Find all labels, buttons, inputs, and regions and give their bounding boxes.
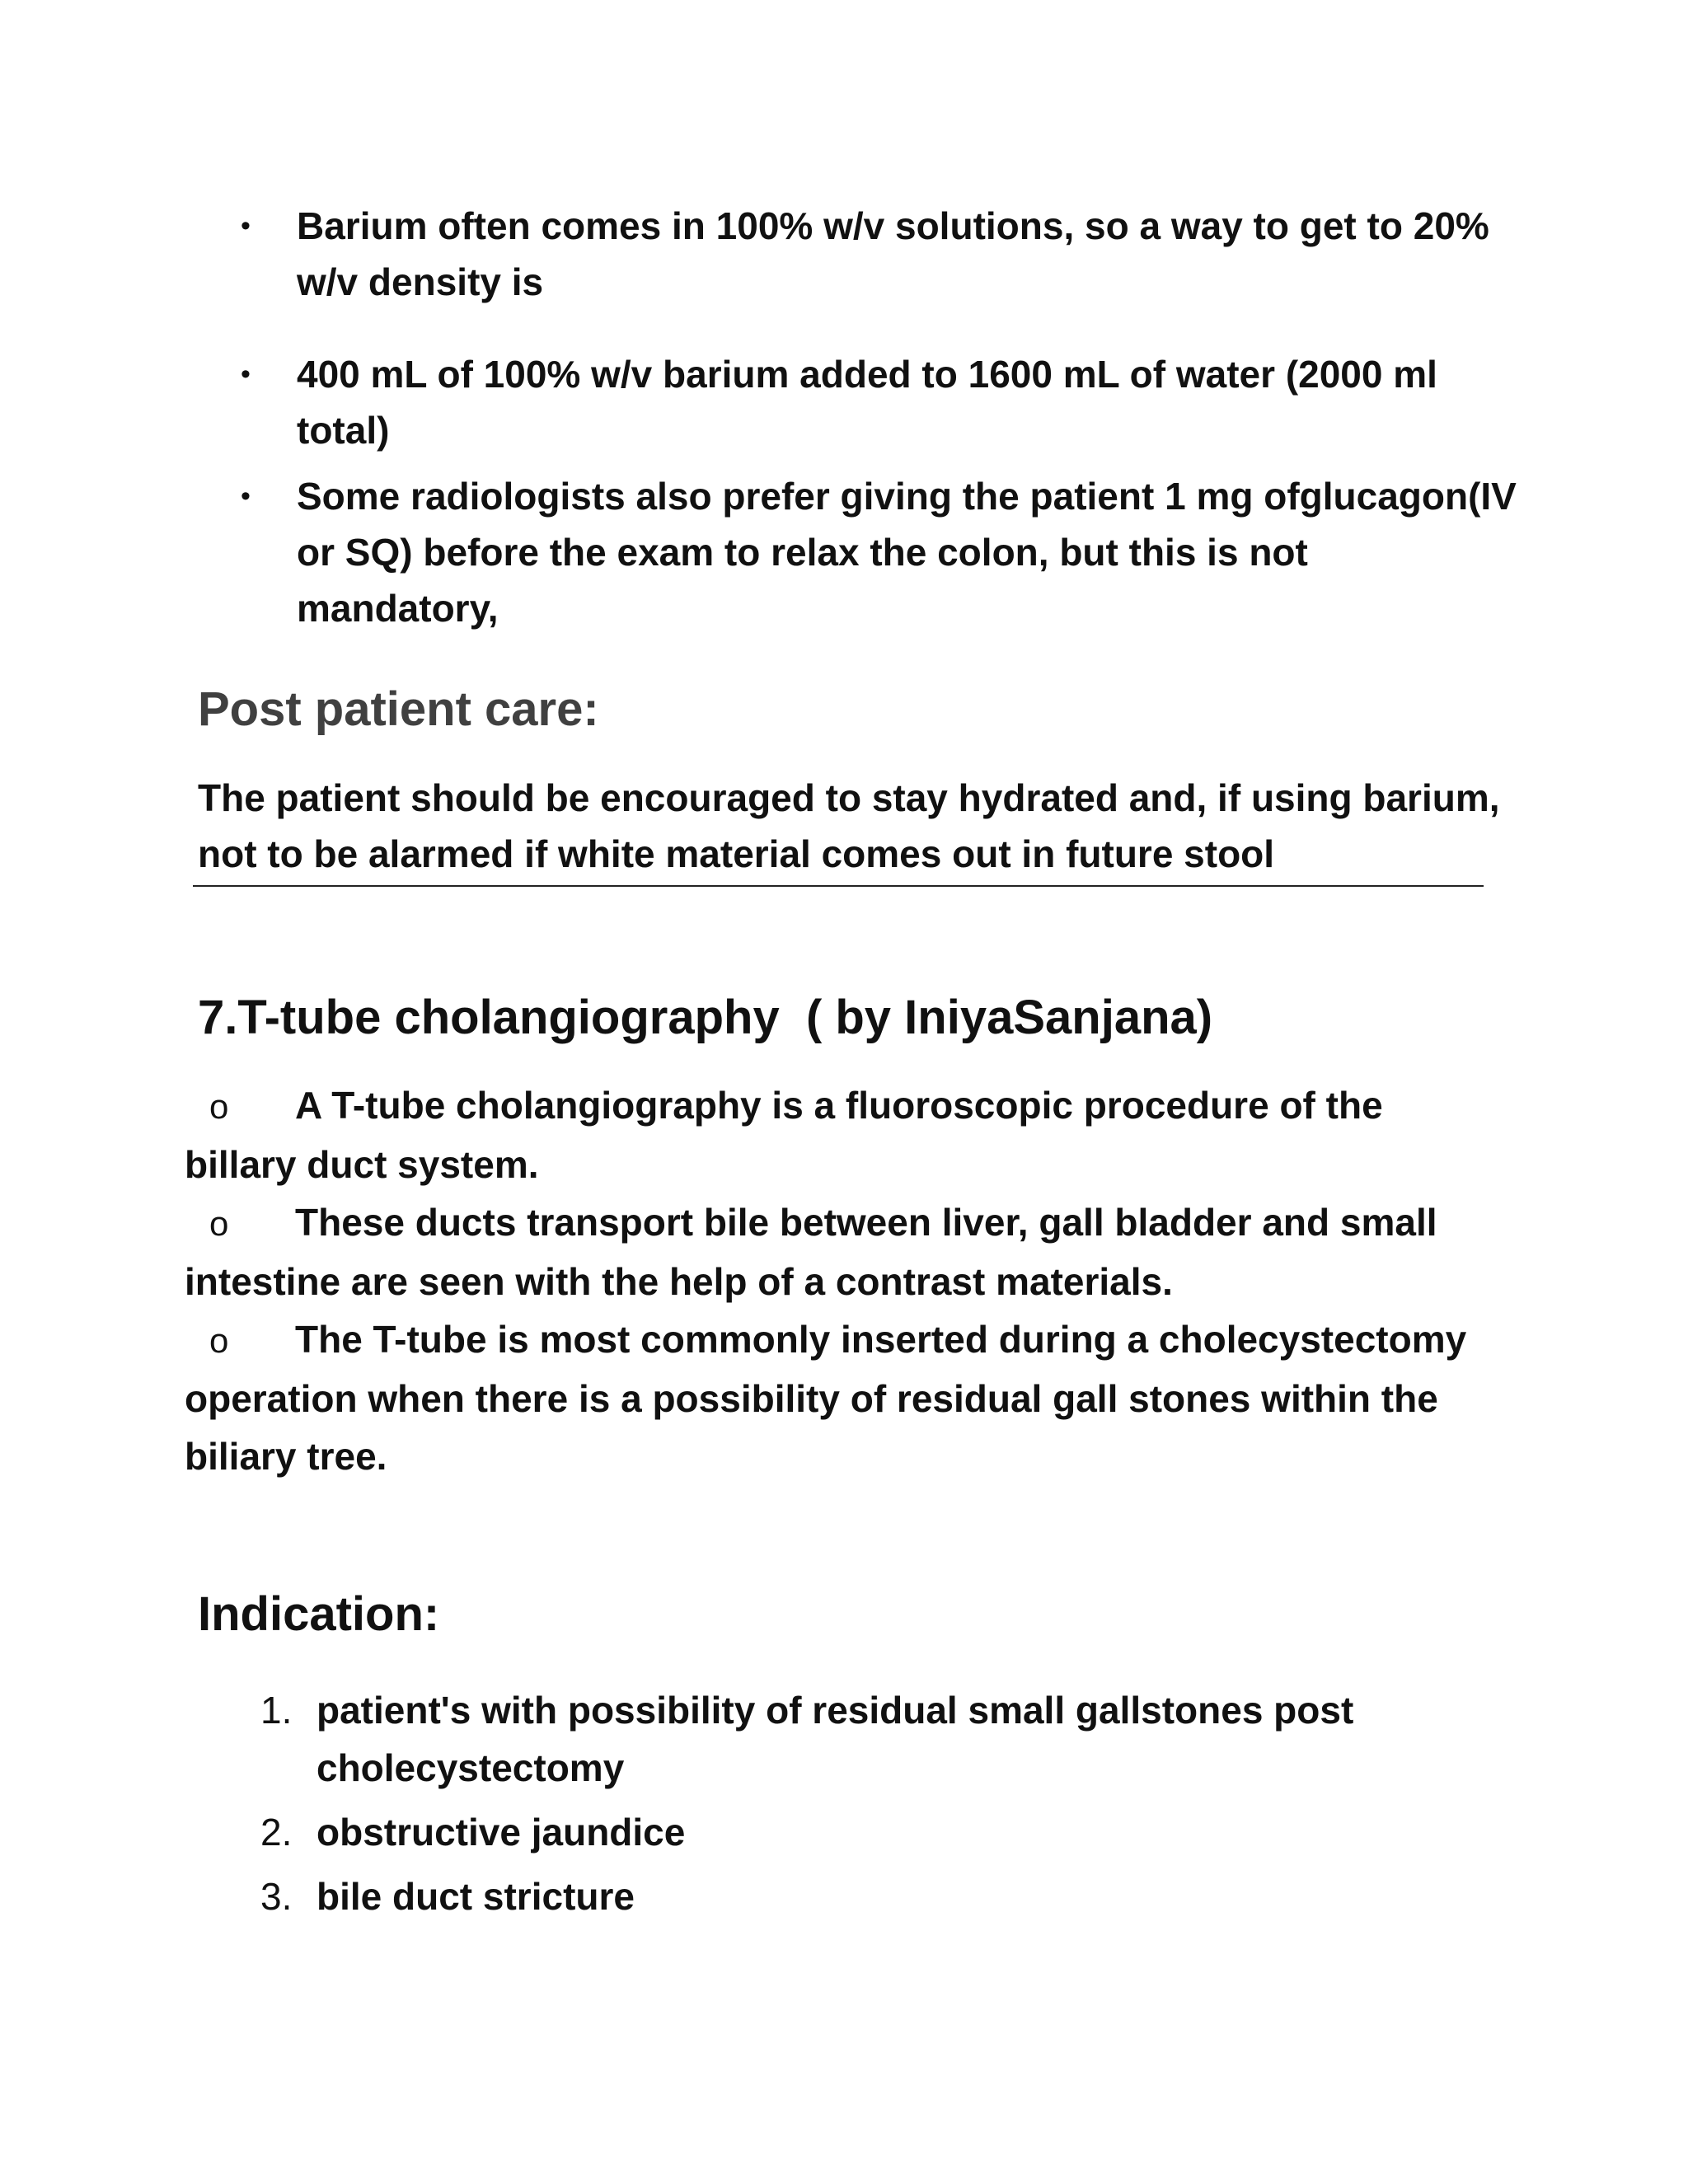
t-tube-heading: 7.T-tube cholangiography ( by IniyaSanjana) <box>198 991 1213 1044</box>
bullet-text: Barium often comes in 100% w/v solutions, so a way to get to 20% w/v density is <box>297 204 1489 303</box>
post-care-text: The patient should be encouraged to stay hydrated and, if using barium, not to be alarmed if white material comes out in future stool <box>198 776 1500 875</box>
indication-list <box>260 1681 1497 1932</box>
indication-heading: Indication: <box>198 1587 440 1641</box>
circle-marker: o <box>209 1087 229 1126</box>
list-item <box>260 1803 1497 1861</box>
list-item <box>260 1681 1497 1797</box>
item-text: patient's with possibility of residual small gallstones post cholecystectomy <box>316 1689 1354 1789</box>
post-care-heading: Post patient care: <box>198 682 599 736</box>
bullet-marker: • <box>241 480 251 512</box>
barium-bullet-list <box>231 198 1517 673</box>
circle-marker: o <box>209 1204 229 1243</box>
t-tube-list <box>185 1076 1487 1485</box>
list-item <box>185 1076 1487 1193</box>
bullet-marker: • <box>241 210 251 241</box>
item-text: obstructive jaundice <box>316 1811 686 1854</box>
item-text: A T-tube cholangiography is a fluoroscopic procedure of the billary duct system. <box>185 1084 1383 1186</box>
list-item <box>260 1868 1497 1925</box>
list-item <box>185 1193 1487 1310</box>
divider <box>193 885 1484 887</box>
bullet-text: 400 mL of 100% w/v barium added to 1600 mL of water (2000 ml total) <box>297 353 1437 452</box>
item-number: 2. <box>260 1811 293 1854</box>
list-item <box>231 346 1517 458</box>
circle-marker: o <box>209 1321 229 1360</box>
list-item <box>185 1310 1487 1485</box>
item-text: bile duct stricture <box>316 1875 635 1918</box>
list-item <box>231 468 1517 636</box>
item-text: The T-tube is most commonly inserted during a cholecystectomy operation when there is a possibility of residual gall stones within the biliary tree. <box>185 1318 1467 1478</box>
list-item <box>231 198 1517 310</box>
item-number: 1. <box>260 1689 293 1732</box>
item-text: These ducts transport bile between liver, gall bladder and small intestine are seen with the help of a contrast materials. <box>185 1201 1437 1303</box>
bullet-marker: • <box>241 359 251 390</box>
bullet-text: Some radiologists also prefer giving the patient 1 mg ofglucagon(IV or SQ) before the exam to relax the colon, but this is not mandatory, <box>297 475 1517 630</box>
item-number: 3. <box>260 1875 293 1918</box>
